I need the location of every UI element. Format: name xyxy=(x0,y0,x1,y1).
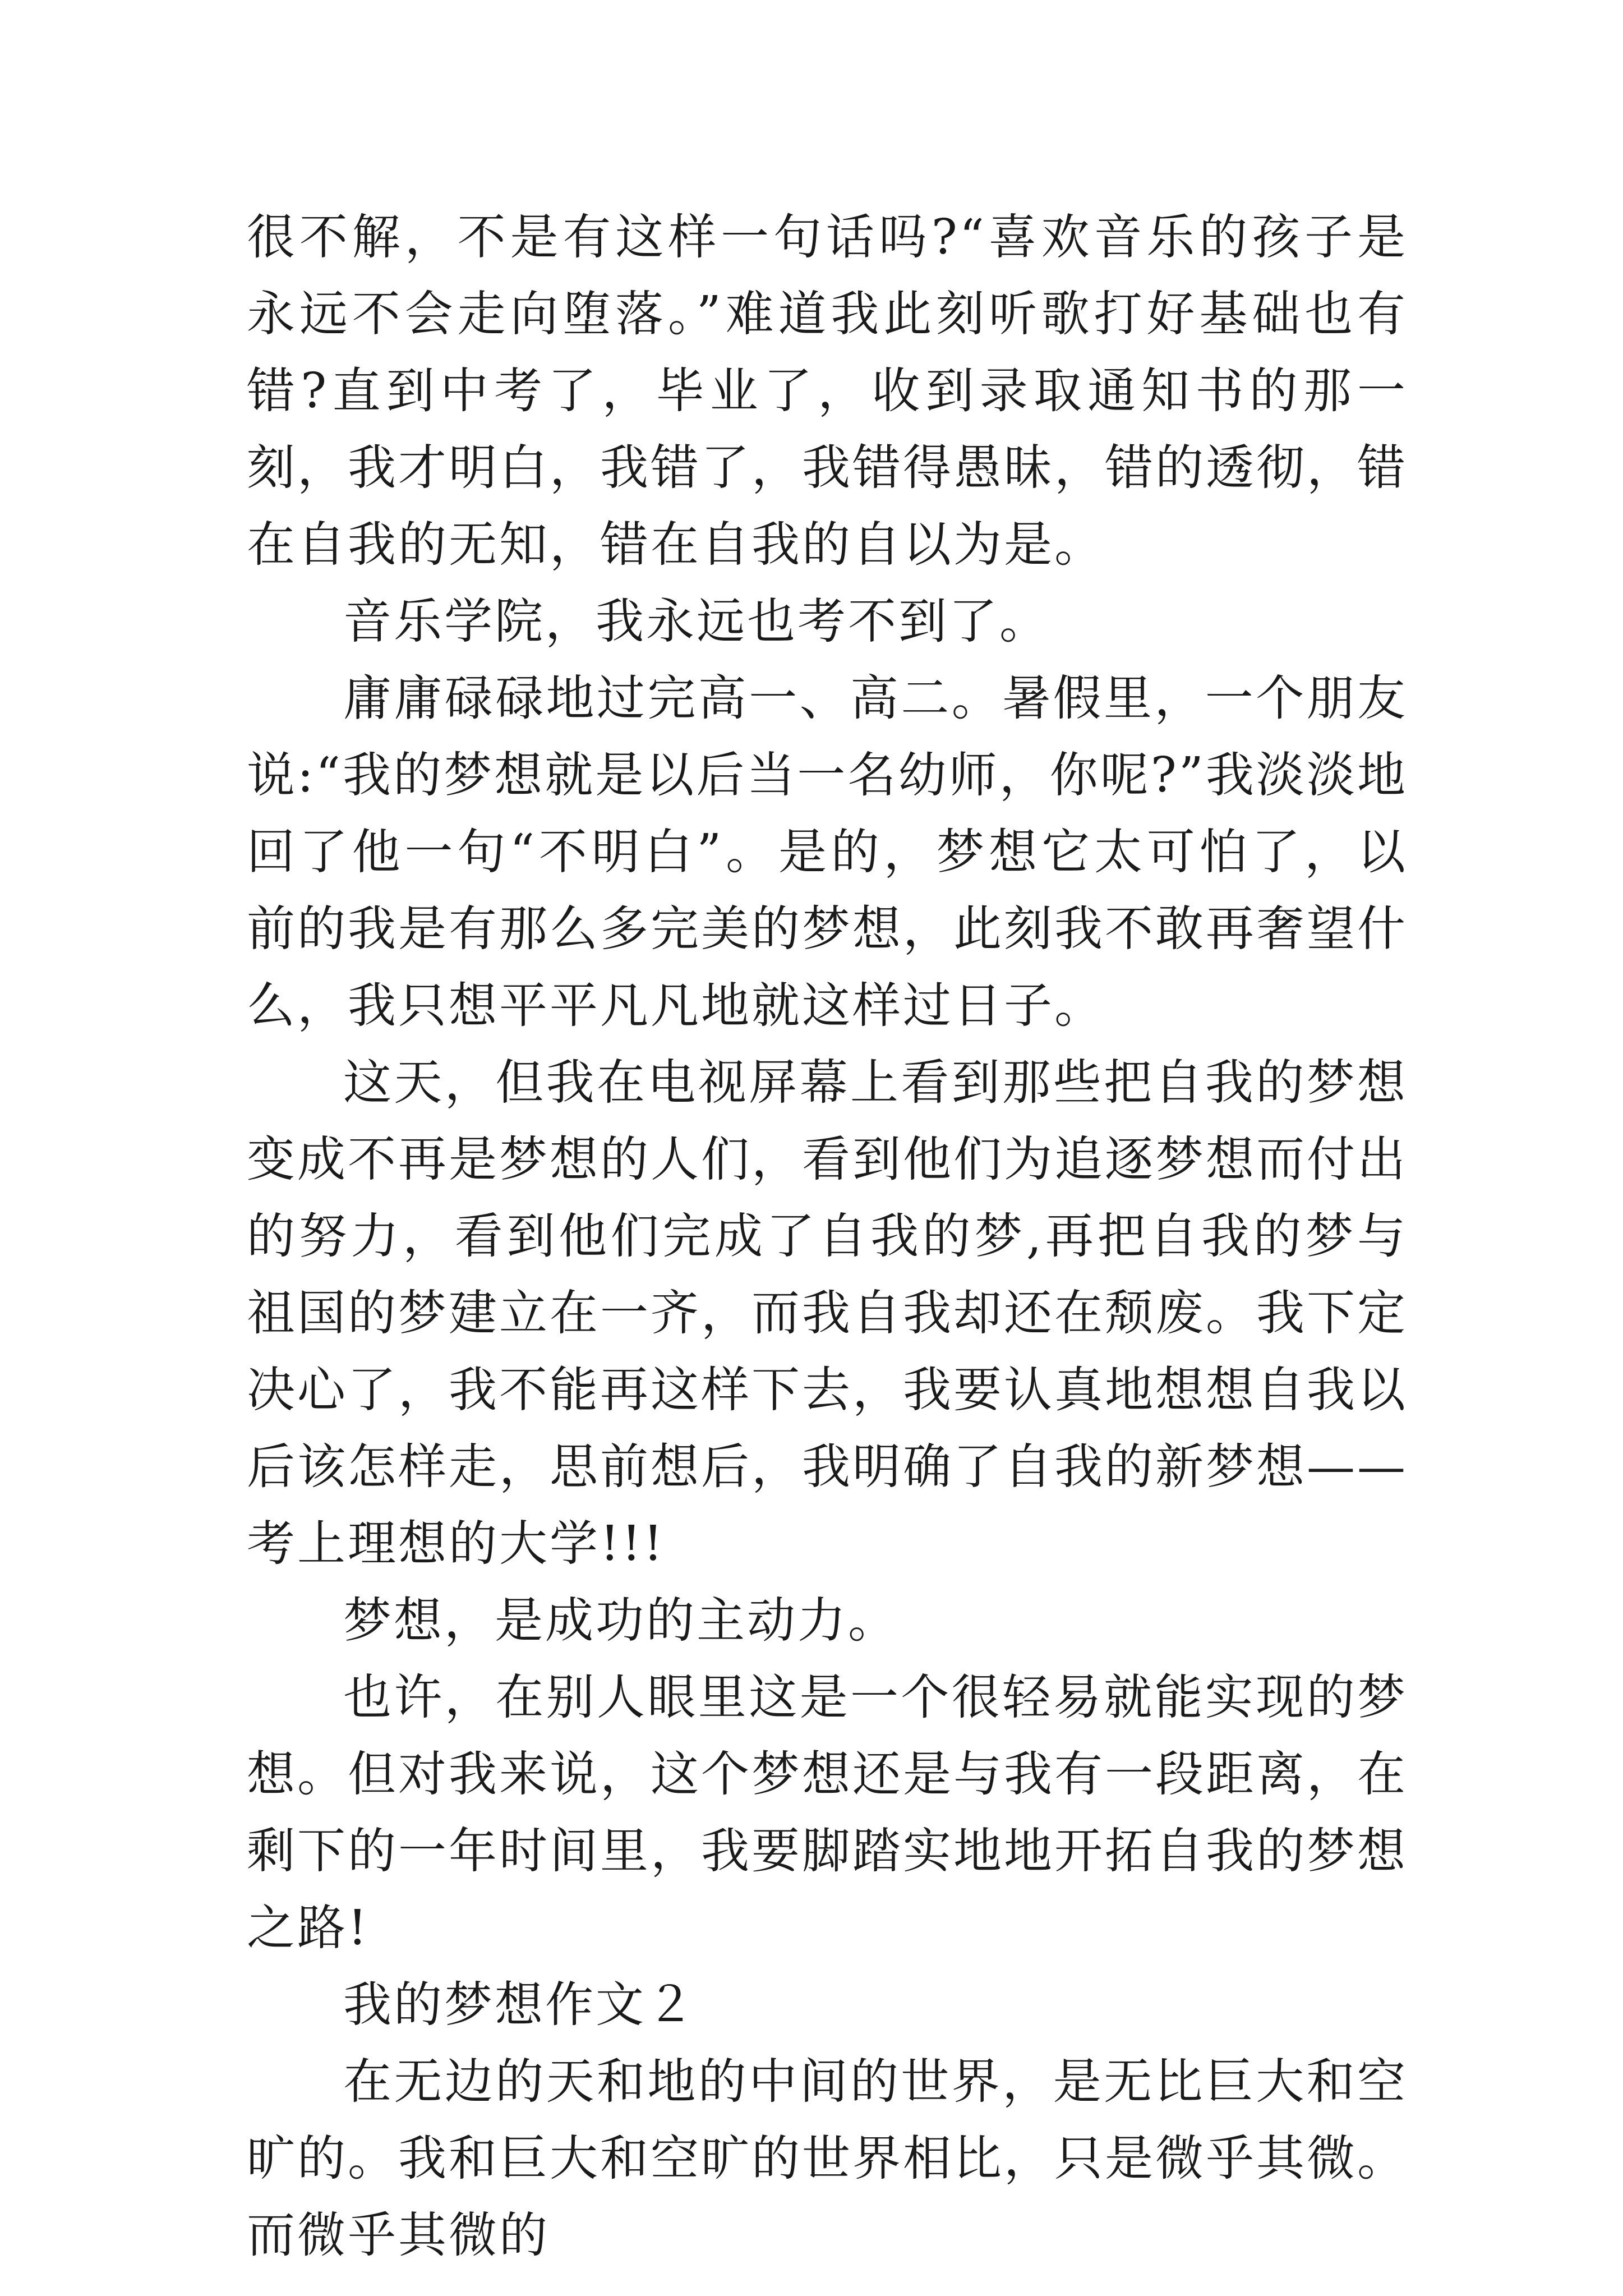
paragraph: 也许，在别人眼里这是一个很轻易就能实现的梦想。但对我来说，这个梦想还是与我有一段距离，在剩下的一年时间里，我要脚踏实地地开拓自我的梦想之路! xyxy=(247,1669,1408,1956)
paragraph: 梦想，是成功的主动力。 xyxy=(343,1593,898,1649)
paragraph: 庸庸碌碌地过完高一、高二。暑假里，一个朋友说:“我的梦想就是以后当一名幼师，你呢?”我淡淡地回了他一句“不明白”。是的，梦想它太可怕了，以前的我是有那么多完美的梦想，此刻我不敢再奢望什么，我只想平平凡凡地就这样过日子。 xyxy=(247,670,1408,1034)
paragraph: 这天，但我在电视屏幕上看到那些把自我的梦想变成不再是梦想的人们，看到他们为追逐梦想而付出的努力，看到他们完成了自我的梦,再把自我的梦与祖国的梦建立在一齐，而我自我却还在颓废。我下定决心了，我不能再这样下去，我要认真地想想自我以后该怎样走，思前想后，我明确了自我的新梦想——考上理想的大学!!! xyxy=(247,1055,1408,1572)
document-body xyxy=(247,199,1408,2274)
paragraph: 在无边的天和地的中间的世界，是无比巨大和空旷的。我和巨大和空旷的世界相比，只是微乎其微。而微乎其微的 xyxy=(247,2054,1408,2263)
paragraph: 音乐学院，我永远也考不到了。 xyxy=(343,593,1050,650)
paragraph-continuation: 很不解，不是有这样一句话吗?“喜欢音乐的孩子是永远不会走向堕落。”难道我此刻听歌打好基础也有错?直到中考了，毕业了，收到录取通知书的那一刻，我才明白，我错了，我错得愚昧，错的透彻，错在自我的无知，错在自我的自以为是。 xyxy=(247,209,1408,573)
section-heading: 我的梦想作文２ xyxy=(343,1977,697,2033)
